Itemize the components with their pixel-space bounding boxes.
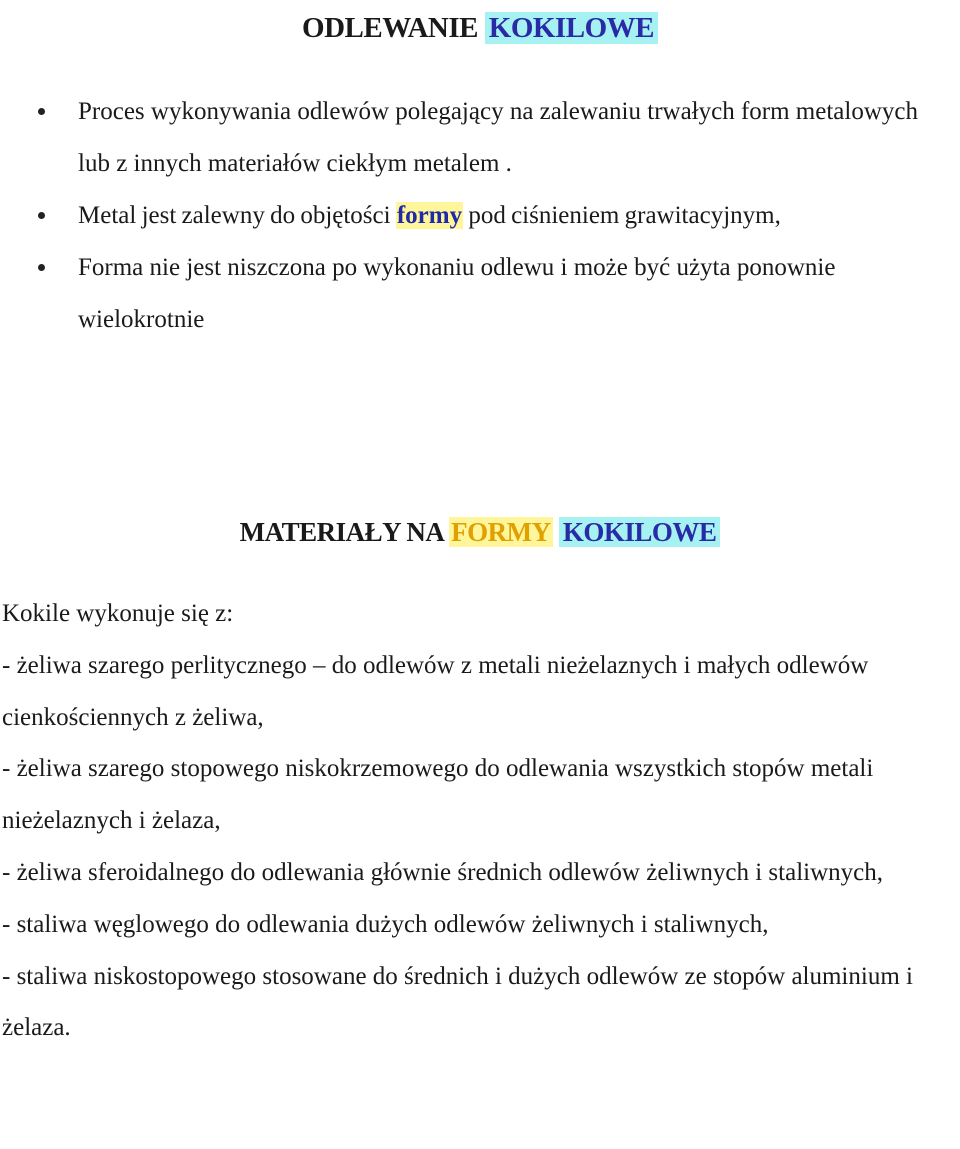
material-line: - żeliwa sferoidalnego do odlewania głównie średnich odlewów żeliwnych i staliwnych, bbox=[2, 858, 883, 886]
bullet-text-after: pod ciśnieniem grawitacyjnym, bbox=[463, 202, 781, 229]
material-line: - staliwa węglowego do odlewania dużych odlewów żeliwnych i staliwnych, bbox=[2, 910, 769, 938]
subtitle-highlight-formy: FORMY bbox=[451, 517, 551, 547]
highlight-formy: formy bbox=[396, 202, 463, 229]
material-line: - żeliwa szarego perlitycznego – do odlewów z metali nieżelaznych i małych odlewów cienkościennych z żeliwa, bbox=[2, 651, 869, 731]
bullet-text-before: Metal jest zalewny do objętości bbox=[78, 202, 396, 229]
material-line: - żeliwa szarego stopowego niskokrzemowego do odlewania wszystkich stopów metali nieżelaznych i żelaza, bbox=[2, 755, 874, 835]
bullet-text: Forma nie jest niszczona po wykonaniu odlewu i może być użyta ponownie wielokrotnie bbox=[78, 254, 836, 333]
bullet-list bbox=[0, 86, 950, 346]
bullet-item bbox=[0, 86, 950, 190]
page-title bbox=[0, 6, 960, 50]
bullet-item bbox=[0, 242, 950, 346]
material-line: - staliwa niskostopowego stosowane do średnich i dużych odlewów ze stopów aluminium i żelaza. bbox=[2, 962, 913, 1042]
title-highlight-kokilowe: KOKILOWE bbox=[485, 12, 658, 44]
body-text bbox=[2, 588, 952, 1054]
title-part-1: ODLEWANIE bbox=[302, 12, 479, 44]
section-heading bbox=[0, 510, 960, 554]
bullet-item bbox=[0, 190, 950, 242]
bullet-text: Proces wykonywania odlewów polegający na zalewaniu trwałych form metalowych lub z innych materiałów ciekłym metalem . bbox=[78, 98, 918, 177]
subtitle-highlight-kokilowe: KOKILOWE bbox=[559, 517, 721, 547]
body-intro: Kokile wykonuje się z: bbox=[2, 600, 234, 627]
subtitle-part-1: MATERIAŁY NA bbox=[239, 517, 443, 547]
